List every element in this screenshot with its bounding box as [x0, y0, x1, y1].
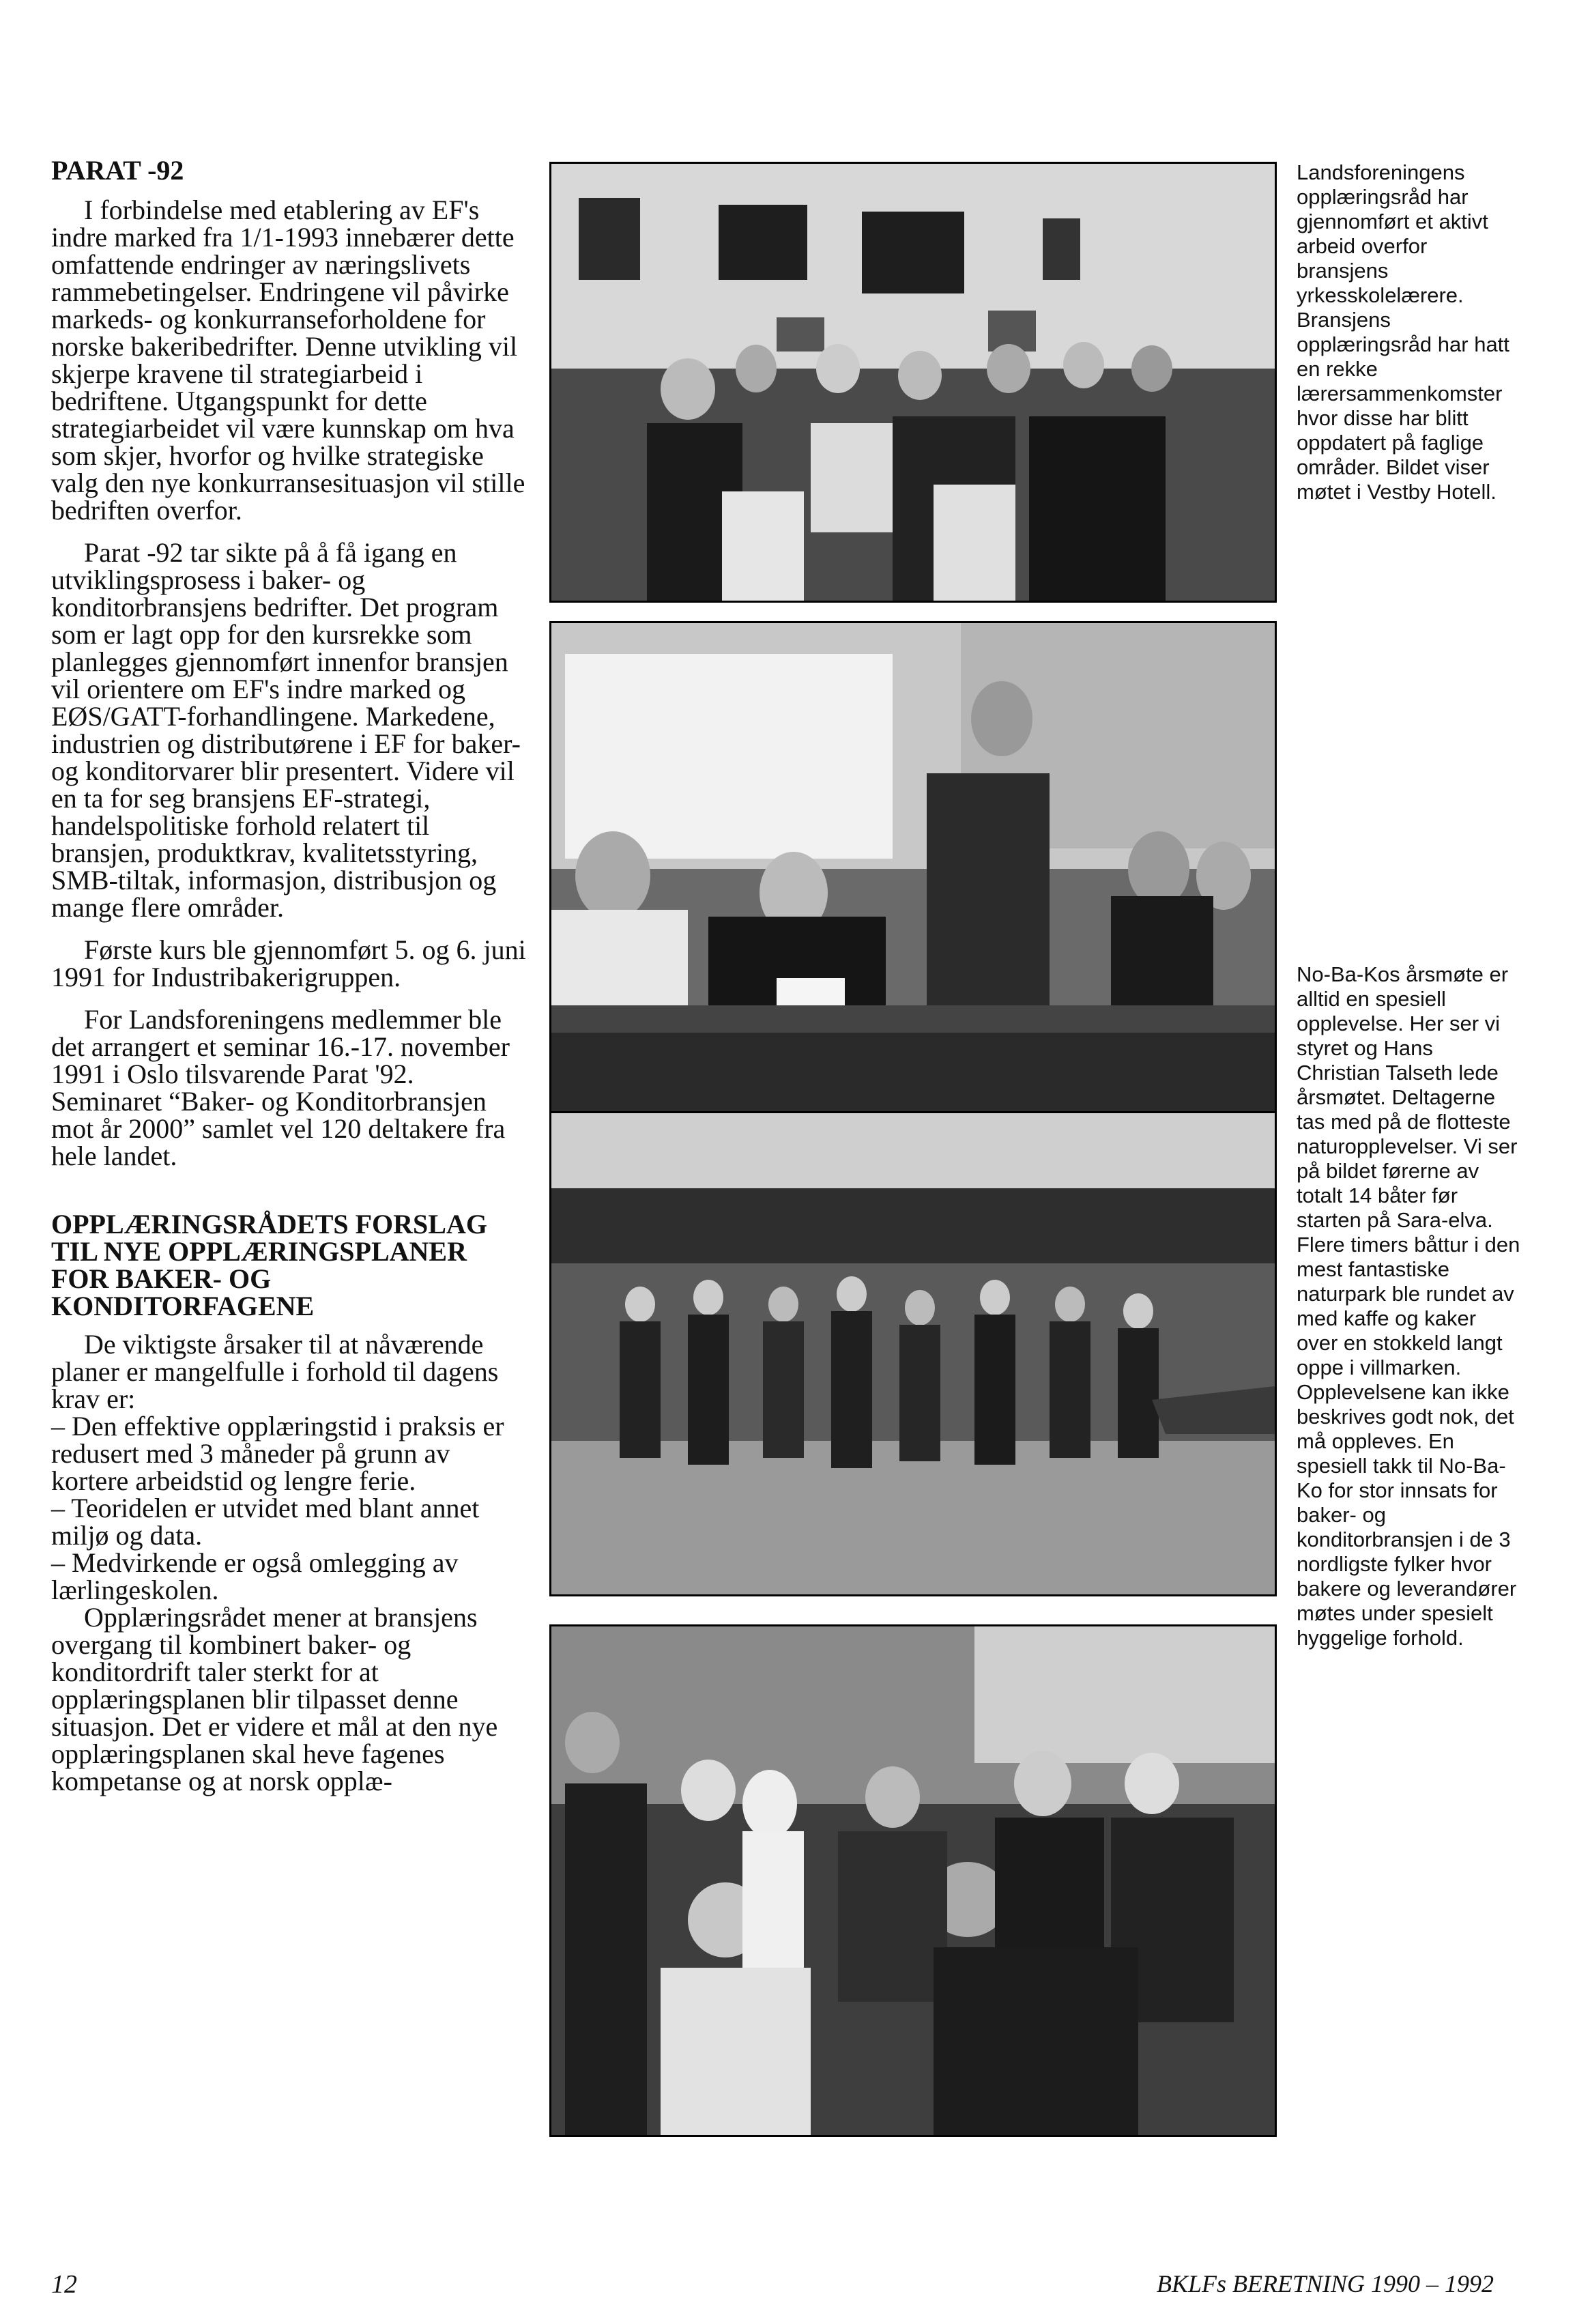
dash-item: – Medvirkende er også omlegging av lærlingeskolen. [51, 1547, 459, 1605]
publication-title: BKLFs BERETNING 1990 – 1992 [1157, 2270, 1494, 2297]
paragraph: Første kurs ble gjennomført 5. og 6. juni 1991 for Industribakerigruppen. [51, 934, 526, 992]
article-column [51, 157, 529, 1810]
photo-annual-meeting-board [549, 621, 1277, 1113]
paragraph: I forbindelse med etablering av EF's indre marked fra 1/1-1993 innebærer dette omfattende endringer av næringslivets rammebetingelser. Endringene vil påvirke markeds- og konkurranseforholdene for norske bakeribedrifter. Denne utvikling vil skjerpe kravene til strategiarbeid i bedriftene. Utgangspunkt for dette strategiarbeidet vil være kunnskap om hva som skjer, hvorfor og hvilke strategiske valg den nye konkurransesituasjon vil stille bedriften overfor. [51, 195, 525, 526]
photo-meeting-vestby [549, 162, 1277, 603]
photo-riverbank-group [549, 1111, 1277, 1596]
paragraph: Parat -92 tar sikte på å få igang en utviklingsprosess i baker- og konditorbransjens bedrifter. Det program som er lagt opp for den kursrekke som planlegges gjennomført innenfor bransjen vil orientere om EF's indre marked og EØS/GATT-forhandlingene. Markedene, industrien og distributørene i EF for baker- og konditorvarer blir presentert. Videre vil en ta for seg bransjens EF-strategi, handelspolitiske forhold relatert til bransjen, produktkrav, kvalitetsstyring, SMB-tiltak, informasjon, distribusjon og mange flere områder. [51, 537, 521, 923]
heading-opplaeringsrad: OPPLÆRINGSRÅDETS FORSLAG TIL NYE OPPLÆRINGSPLANER FOR BAKER- OG KONDITORFAGENE [51, 1209, 487, 1321]
paragraph: Opplæringsrådet mener at bransjens overgang til kombinert baker- og konditordrift taler sterkt for at opplæringsplanen blir tilpasset denne situasjon. Det er videre et mål at den nye opplæringsplanen skal heve fagenes kompetanse og at norsk opplæ- [51, 1602, 498, 1796]
photo-campfire-wilderness [549, 1624, 1277, 2137]
page-number: 12 [51, 2270, 77, 2299]
dash-item: – Teoridelen er utvidet med blant annet miljø og data. [51, 1493, 480, 1551]
heading-parat: PARAT -92 [51, 155, 184, 186]
dash-item: – Den effektive opplæringstid i praksis er redusert med 3 måneder på grunn av kortere arbeidstid og lengre ferie. [51, 1411, 504, 1496]
caption-photo-2: No-Ba-Kos årsmøte er alltid en spesiell opplevelse. Her ser vi styret og Hans Christian Talseth lede årsmøtet. Deltagerne tas med på de flotteste naturopplevelser. Vi ser på bildet førerne av totalt 14 båter før starten på Sara-elva. Flere timers båttur i den mest fantastiske naturpark ble rundet av med kaffe og kaker over en stokkeld langt oppe i villmarken. Opplevelsene kan ikke beskrives godt nok, det må oppleves. En spesiell takk til No-Ba-Ko for stor innsats for baker- og konditorbransjen i de 3 nordligste fylker hvor bakere og leverandører møtes under spesielt hyggelige forhold. [1297, 962, 1520, 1650]
paragraph: For Landsforeningens medlemmer ble det arrangert et seminar 16.-17. november 1991 i Oslo tilsvarende Parat '92. Seminaret “Baker- og Konditorbransjen mot år 2000” samlet vel 120 deltakere fra hele landet. [51, 1004, 510, 1171]
caption-photo-1: Landsforeningens opplæringsråd har gjennomført et aktivt arbeid overfor bransjens yrkesskolelærere. Bransjens opplæringsråd har hatt en rekke lærersammenkomster hvor disse har blitt oppdatert på faglige områder. Bildet viser møtet i Vestby Hotell. [1297, 160, 1509, 504]
paragraph: De viktigste årsaker til at nåværende planer er mangelfulle i forhold til dagens krav er: [51, 1329, 499, 1414]
